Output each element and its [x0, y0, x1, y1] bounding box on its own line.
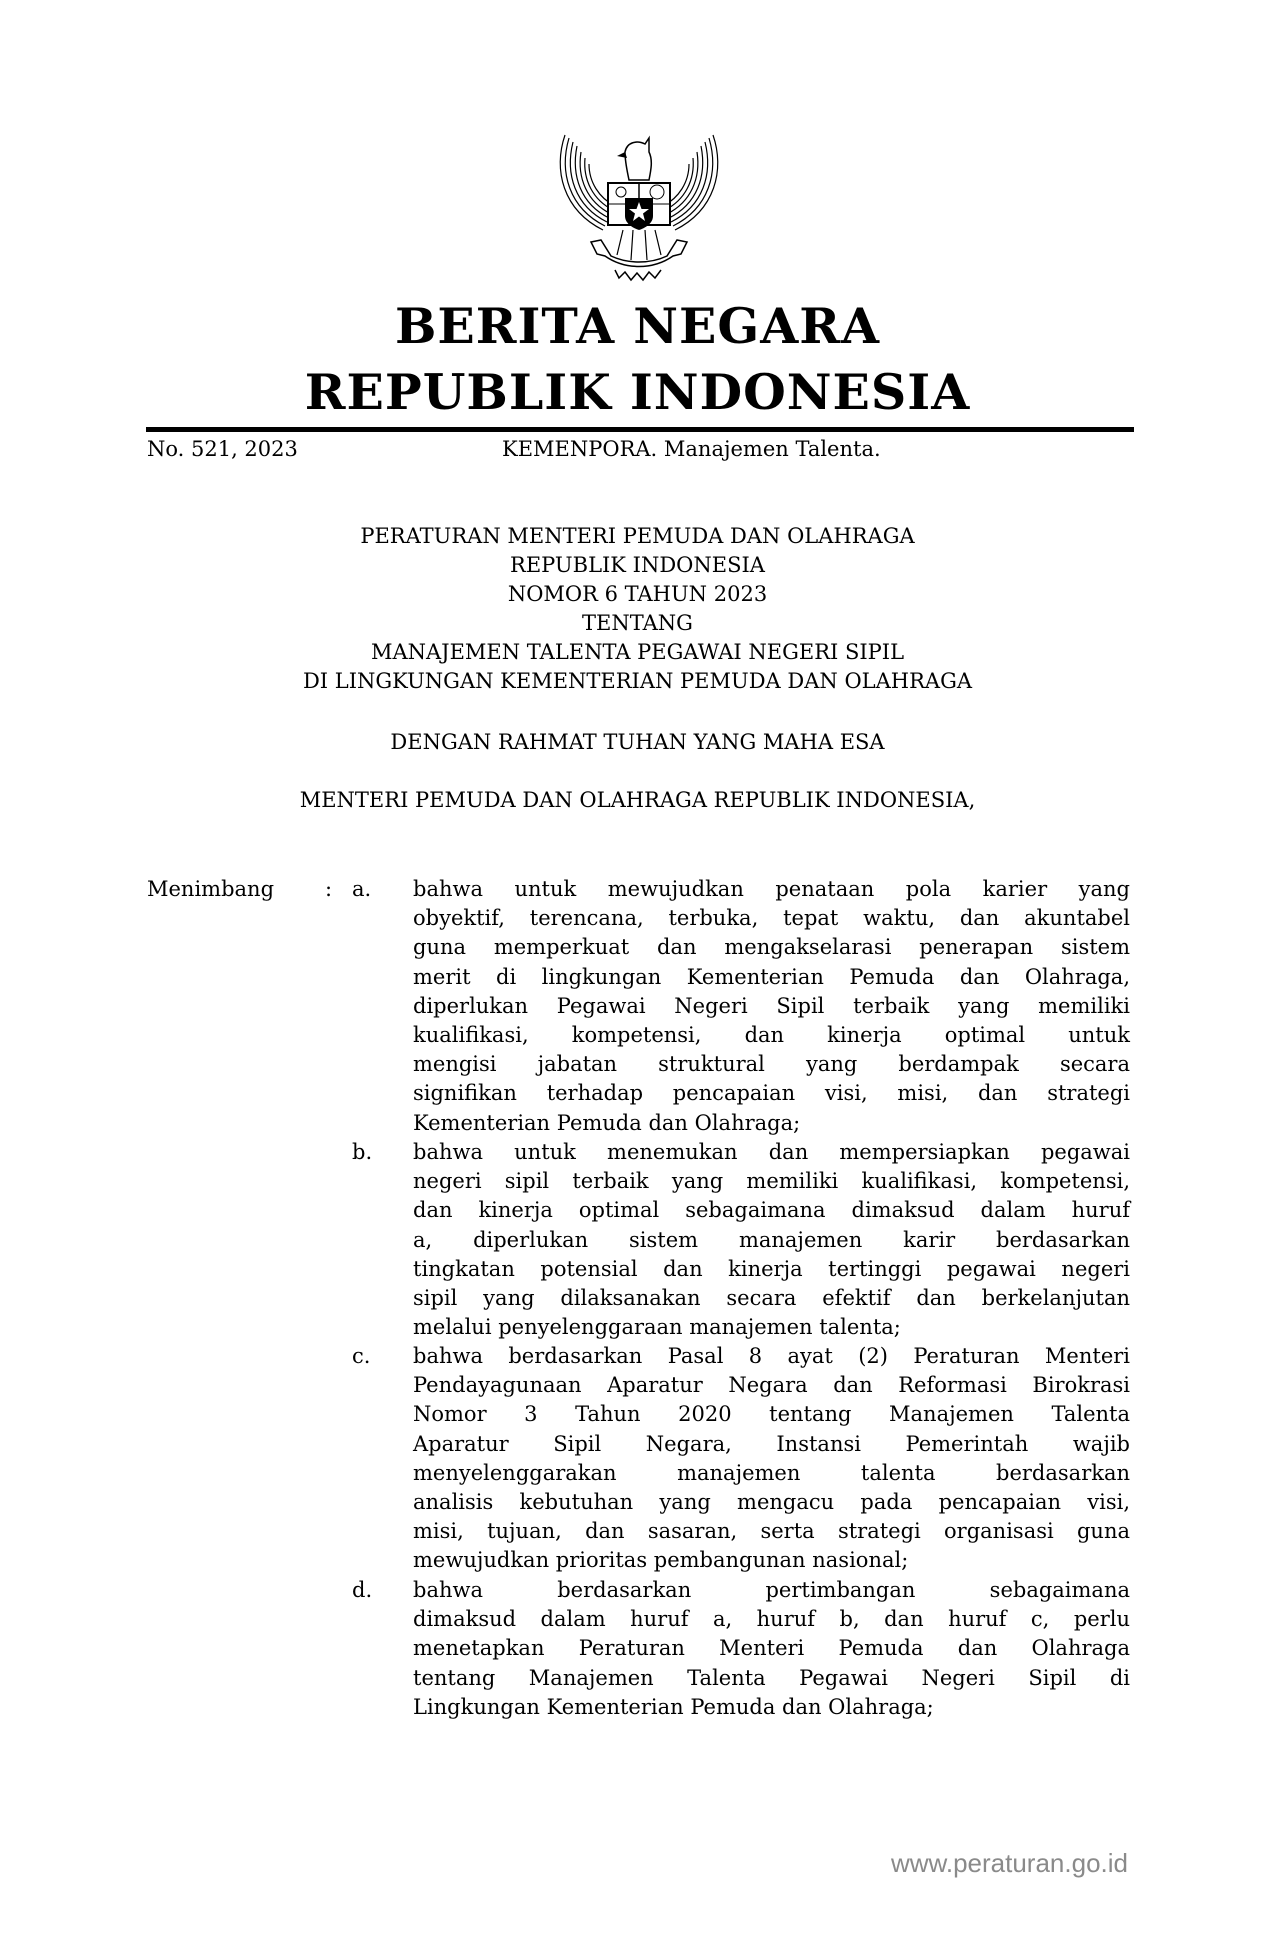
item-text	[413, 1576, 1130, 1722]
text-line: negeri sipil terbaik yang memiliki kualifikasi, kompetensi,	[413, 1169, 1130, 1194]
item-letter: c.	[352, 1344, 371, 1368]
header-divider	[146, 427, 1134, 432]
text-line: dimaksud dalam huruf a, huruf b, dan huruf c, perlu	[413, 1607, 1130, 1632]
gazette-title-line1: BERITA NEGARA	[394, 297, 880, 355]
regulation-heading	[0, 522, 1275, 696]
text-line: mengisi jabatan struktural yang berdampak secara	[413, 1052, 1130, 1077]
footer-website-link[interactable]: www.peraturan.go.id	[890, 1848, 1128, 1878]
text-line: tingkatan potensial dan kinerja tertinggi pegawai negeri	[413, 1256, 1130, 1281]
heading-line: DI LINGKUNGAN KEMENTERIAN PEMUDA DAN OLAHRAGA	[302, 669, 973, 693]
heading-line: TENTANG	[582, 611, 693, 635]
gazette-title-line2: REPUBLIK INDONESIA	[304, 363, 971, 421]
text-line: merit di lingkungan Kementerian Pemuda dan Olahraga,	[413, 964, 1130, 989]
menimbang-colon: :	[325, 877, 333, 901]
heading-line: MANAJEMEN TALENTA PEGAWAI NEGERI SIPIL	[370, 640, 905, 664]
item-text	[413, 875, 1130, 1138]
item-letter: d.	[352, 1578, 373, 1602]
heading-line: NOMOR 6 TAHUN 2023	[507, 582, 768, 606]
gazette-subject: KEMENPORA. Manajemen Talenta.	[502, 437, 881, 461]
text-line: Aparatur Sipil Negara, Instansi Pemerintah wajib	[413, 1431, 1130, 1456]
text-line: sipil yang dilaksanakan secara efektif dan berkelanjutan	[413, 1285, 1130, 1310]
text-line: a, diperlukan sistem manajemen karir berdasarkan	[413, 1227, 1130, 1252]
text-line: analisis kebutuhan yang mengacu pada pencapaian visi,	[413, 1489, 1130, 1514]
item-letter: b.	[352, 1140, 373, 1164]
gazette-number: No. 521, 2023	[147, 437, 298, 461]
text-line: dan kinerja optimal sebagaimana dimaksud dalam huruf	[413, 1198, 1130, 1223]
text-line: menetapkan Peraturan Menteri Pemuda dan Olahraga	[413, 1636, 1130, 1661]
text-line: Nomor 3 Tahun 2020 tentang Manajemen Talenta	[413, 1402, 1130, 1427]
item-text	[413, 1138, 1130, 1342]
text-line: Lingkungan Kementerian Pemuda dan Olahraga;	[413, 1694, 934, 1719]
text-line: obyektif, terencana, terbuka, tepat waktu, dan akuntabel	[413, 906, 1130, 931]
text-line: diperlukan Pegawai Negeri Sipil terbaik yang memiliki	[413, 993, 1130, 1018]
minister-line: MENTERI PEMUDA DAN OLAHRAGA REPUBLIK INDONESIA,	[299, 788, 976, 812]
text-line: tentang Manajemen Talenta Pegawai Negeri Sipil di	[413, 1665, 1130, 1690]
text-line: Pendayagunaan Aparatur Negara dan Reformasi Birokrasi	[413, 1373, 1130, 1398]
text-line: Kementerian Pemuda dan Olahraga;	[413, 1110, 801, 1135]
text-line: bahwa berdasarkan Pasal 8 ayat (2) Peraturan Menteri	[413, 1344, 1130, 1368]
menimbang-label: Menimbang	[147, 877, 275, 901]
text-line: mewujudkan prioritas pembangunan nasional;	[413, 1548, 909, 1573]
heading-line: REPUBLIK INDONESIA	[510, 553, 765, 577]
garuda-emblem-icon	[553, 130, 725, 288]
item-text	[413, 1342, 1130, 1576]
item-letter: a.	[352, 877, 372, 901]
text-line: bahwa untuk menemukan dan mempersiapkan pegawai	[413, 1140, 1130, 1164]
text-line: signifikan terhadap pencapaian visi, misi, dan strategi	[413, 1081, 1130, 1106]
text-line: melalui penyelenggaraan manajemen talenta;	[413, 1315, 901, 1340]
text-line: misi, tujuan, dan sasaran, serta strategi organisasi guna	[413, 1519, 1130, 1544]
text-line: guna memperkuat dan mengakselarasi penerapan sistem	[413, 935, 1130, 960]
text-line: bahwa berdasarkan pertimbangan sebagaimana	[413, 1578, 1130, 1602]
rahmat-line: DENGAN RAHMAT TUHAN YANG MAHA ESA	[390, 730, 885, 754]
heading-line: PERATURAN MENTERI PEMUDA DAN OLAHRAGA	[360, 524, 915, 548]
text-line: bahwa untuk mewujudkan penataan pola karier yang	[413, 877, 1130, 901]
text-line: kualifikasi, kompetensi, dan kinerja optimal untuk	[413, 1022, 1130, 1047]
text-line: menyelenggarakan manajemen talenta berdasarkan	[413, 1460, 1130, 1485]
